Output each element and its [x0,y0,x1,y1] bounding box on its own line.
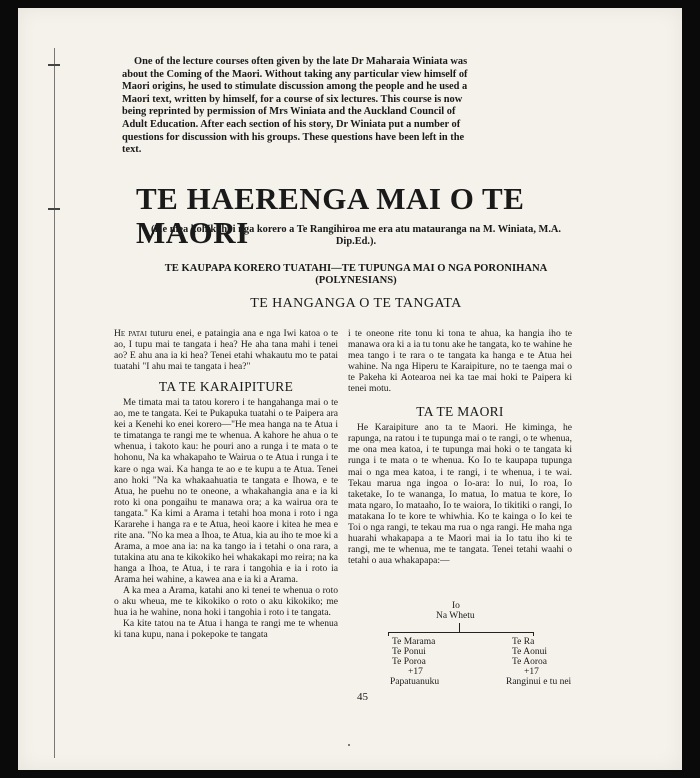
section-subheading: TE HANGANGA O TE TANGATA [250,296,462,311]
page-number: 45 [357,691,368,703]
genealogy-connector [459,623,460,632]
column-heading: TA TE MAORI [416,404,504,420]
paragraph-text: tuturu enei, e pataingia ana e nga Iwi katoa o te ao, I tupu mai te tangata i hea? He aha tana mahi i tenei ao? E ahu ana ia ki hea? Tenei etahi whakautu mo te patai tuatahi "I ahu mai te tangata i hea?" [114,328,338,373]
genealogy-left-branch [392,637,435,668]
paragraph [114,328,338,372]
genealogy-end: Papatuanuku [390,677,440,687]
genealogy-branch-tick [533,632,534,636]
paragraph: i te oneone rite tonu ki tona te ahua, ka hangia iho te manawa ora ki a ia tu tonu ake he tangata, ko te wahine he mea tango i te rara o te tangata ka hanga e te Atua hei wahine. Na nga Hiperu te Karaipiture, no te taenga mai o te Pakeha ki Aotearoa nei ka tae mai hoki te Paipera ki tenei motu. [348,328,572,395]
genealogy-branch-tick [388,632,389,636]
genealogy-name: Te Marama [392,637,436,647]
genealogy-second: Na Whetu [436,611,475,621]
binding-mark [48,64,60,66]
right-column [348,328,572,566]
page-title: TE HAERENGA MAI O TE MAORI [136,181,525,250]
genealogy-top: Io [452,601,460,611]
paper-speck [348,744,350,746]
genealogy-branch-line [388,632,534,633]
subtitle: (He mea kohikohi i nga korero a Te Rangihiroa me era atu matauranga na M. Winiata, M.A. Dip.Ed.). [150,224,562,247]
genealogy-name: Te Poroa [392,657,426,668]
book-page [18,8,682,770]
section-heading: TE KAUPAPA KORERO TUATAHI—TE TUPUNGA MAI O NGA PORONIHANA (POLYNESIANS) [164,263,548,286]
binding-line [54,48,55,758]
genealogy-end: Ranginui e tu nei [506,677,572,687]
binding-mark [48,208,60,210]
paragraph: Ka kite tatou na te Atua i hanga te rangi me te whenua ki tana kupu, nana i pokepoke te tangata [114,618,338,641]
genealogy-name: Te Aoroa [512,657,547,668]
genealogy-count: +17 [408,667,423,677]
genealogy-right-branch [512,637,547,668]
column-heading: TA TE KARAIPITURE [158,379,294,395]
genealogy-name: Te Aonui [512,647,547,658]
left-column [114,328,338,640]
lead-in: He patai [114,328,147,339]
genealogy-count: +17 [524,667,539,677]
genealogy-diagram [348,601,572,687]
paragraph: Me timata mai ta tatou korero i te hangahanga mai o te ao, me te tangata. Kei te Pukapuka tuatahi o te Paipera ara kei a Kenehi ko enei korero—"He mea hanga na te Atua i te timatanga te rangi me te whenua. A kahore he ahua o te whenua, i takoto kau: he pouri ano a runga i te mata o te hohonu, Na ka whakapaho te Wairua o te Atua i runga i te kare o nga wai. Ka hanga te ao e te kupu a te Atua. Tenei ano hoki "Na ka whakaahuatia te tangata e Ihowa, e te Atua, he puehu no te oneone, a whakahangia ana e ia ki roto ki ona pongaihu te manawa ora; a ka wairua ora te tangata." Ka kimi a Arama i tetahi hoa mona i roto i nga Kararehe i hanga ra e te Atua, heoi kaore i kitea he mea e rite ana. "No ka mea a Ihoa, te Atua, kia au iho te moe ki a Arama, a moe ana ia: na ka tango ia i tetahi o ona rara, a tutakina atu ana te kikokiko hei whakakapi mo reira; na ka hanga a Ihoa, te Atua, i te rara i tangohia e ia i roto ia Arama hei wahine, a kawea ana e ia ki a Arama. [114,397,338,585]
intro-paragraph: One of the lecture courses often given by the late Dr Maharaia Winiata was about the Coming of the Maori. Without taking any particular view himself of Maori origins, he used to stimulate discussion among the people and he used a Maori text, written by himself, for a course of six lectures. This course is now being reprinted by permission of Mrs Winiata and the Auckland Council of Adult Education. After each section of his story, Dr Winiata put a number of questions for discussion with his groups. These questions have been left in the text. [122,56,468,156]
paragraph: A ka mea a Arama, katahi ano ki tenei te whenua o roto o aku wheua, me te kikokiko o roto o aku kikokiko; me hua ia he wahine, nona hoki i tangohia i roto i te tangata. [114,585,338,619]
genealogy-name: Te Ra [512,637,535,647]
paragraph: He Karaipiture ano ta te Maori. He kiminga, he rapunga, na ratou i te tupunga mai o te rangi, o te whenua, me ona mea katoa, i te tupunga mai hoki o te tangata ki runga i te mata o te whenua. Ko Io te kaupapa tupunga mai o nga mea katoa, i te rangi, i te whenua, i te wai. Tekau marua nga ingoa o Io-ara: Io nui, Io roa, Io taketake, Io te wananga, Io matua, Io matua te kore, Io mata ngaro, Io mataaho, Io te waiora, Io tikitiki o rangi, Io matakana Io te kore te whiwhia. Ko te kainga o Io kei te Toi o nga rangi, te tekau ma rua o nga rangi. He maha nga huarahi whakapapa a te Maori mai ia Io tatu iho ki te rangi, me te whenua, me te tangata. Tenei tetahi waahi o tetahi o aua whakapapa:— [348,422,572,566]
genealogy-name: Te Ponui [392,647,426,658]
